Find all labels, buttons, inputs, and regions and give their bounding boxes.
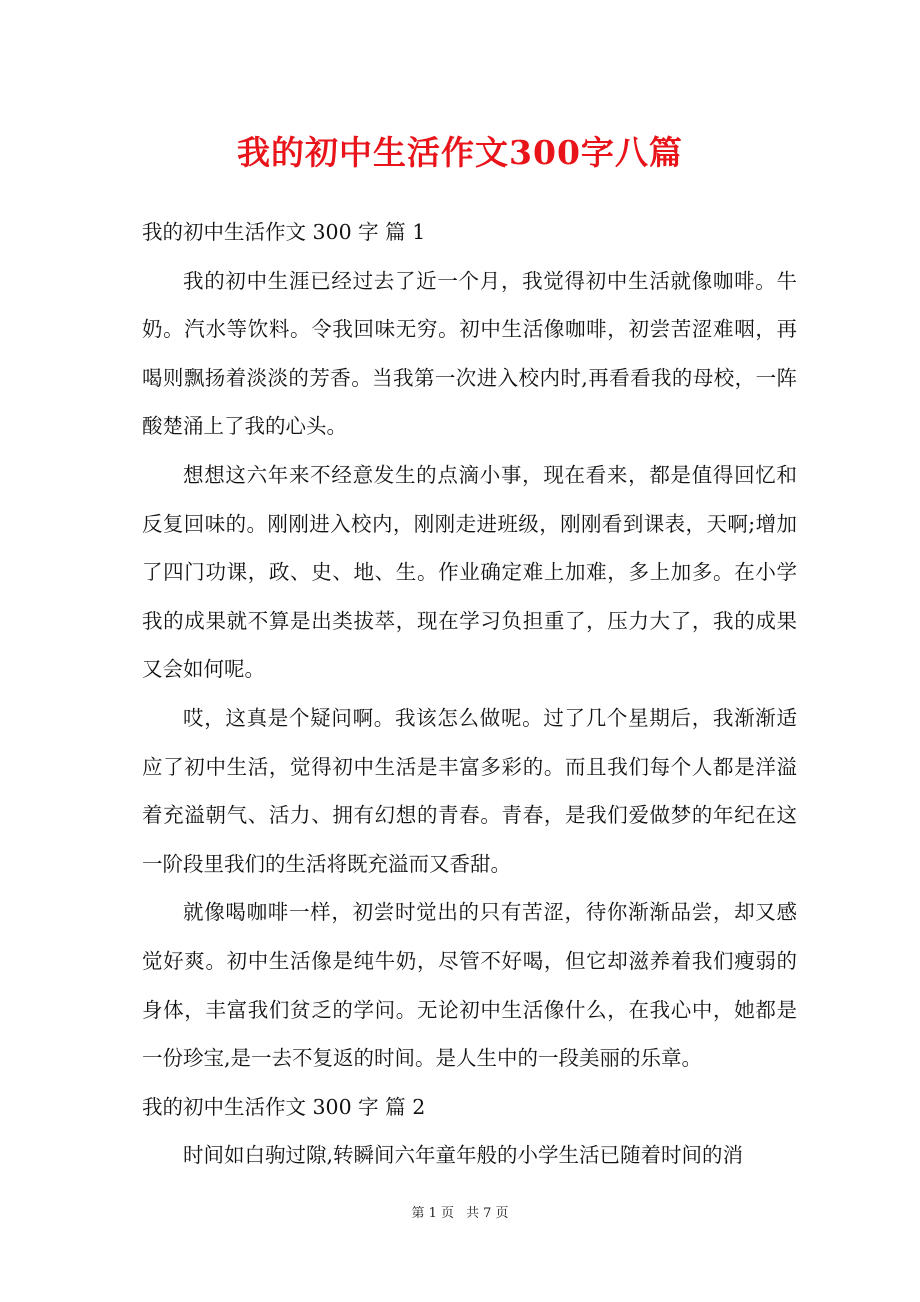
section-heading-1: 我的初中生活作文 300 字 篇 1 — [142, 220, 426, 244]
document-body — [142, 208, 797, 1180]
page-number-total: 共 7 页 — [466, 1206, 509, 1221]
document-title: 我的初中生活作文300字八篇 — [237, 133, 683, 172]
paragraph-5: 时间如白驹过隙,转瞬间六年童年般的小学生活已随着时间的消 — [183, 1143, 744, 1168]
paragraph-4: 就像喝咖啡一样，初尝时觉出的只有苦涩，待你渐渐品尝，却又感觉好爽。初中生活像是纯牛奶，尽管不好喝，但它却滋养着我们瘦弱的身体，丰富我们贫乏的学问。无论初中生活像什么，在我心中，她都是一份珍宝,是一去不复返的时间。是人生中的一段美丽的乐章。 — [142, 900, 797, 1071]
paragraph-2: 想想这六年来不经意发生的点滴小事，现在看来，都是值得回忆和反复回味的。刚刚进入校内，刚刚走进班级，刚刚看到课表，天啊;增加了四门功课，政、史、地、生。作业确定难上加难，多上加多。在小学我的成果就不算是出类拔萃，现在学习负担重了，压力大了，我的成果又会如何呢。 — [142, 462, 797, 682]
section-heading-2: 我的初中生活作文 300 字 篇 2 — [142, 1094, 426, 1119]
page-footer — [0, 1204, 920, 1224]
paragraph-1: 我的初中生涯已经过去了近一个月，我觉得初中生活就像咖啡。牛奶。汽水等饮料。令我回味无穷。初中生活像咖啡，初尝苦涩难咽，再喝则飘扬着淡淡的芳香。当我第一次进入校内时,再看看我的母校，一阵酸楚涌上了我的心头。 — [142, 268, 797, 439]
page-number-current: 第 1 页 — [411, 1206, 454, 1221]
paragraph-3: 哎，这真是个疑问啊。我该怎么做呢。过了几个星期后，我渐渐适应了初中生活，觉得初中生活是丰富多彩的。而且我们每个人都是洋溢着充溢朝气、活力、拥有幻想的青春。青春，是我们爱做梦的年纪在这一阶段里我们的生活将既充溢而又香甜。 — [142, 705, 797, 876]
